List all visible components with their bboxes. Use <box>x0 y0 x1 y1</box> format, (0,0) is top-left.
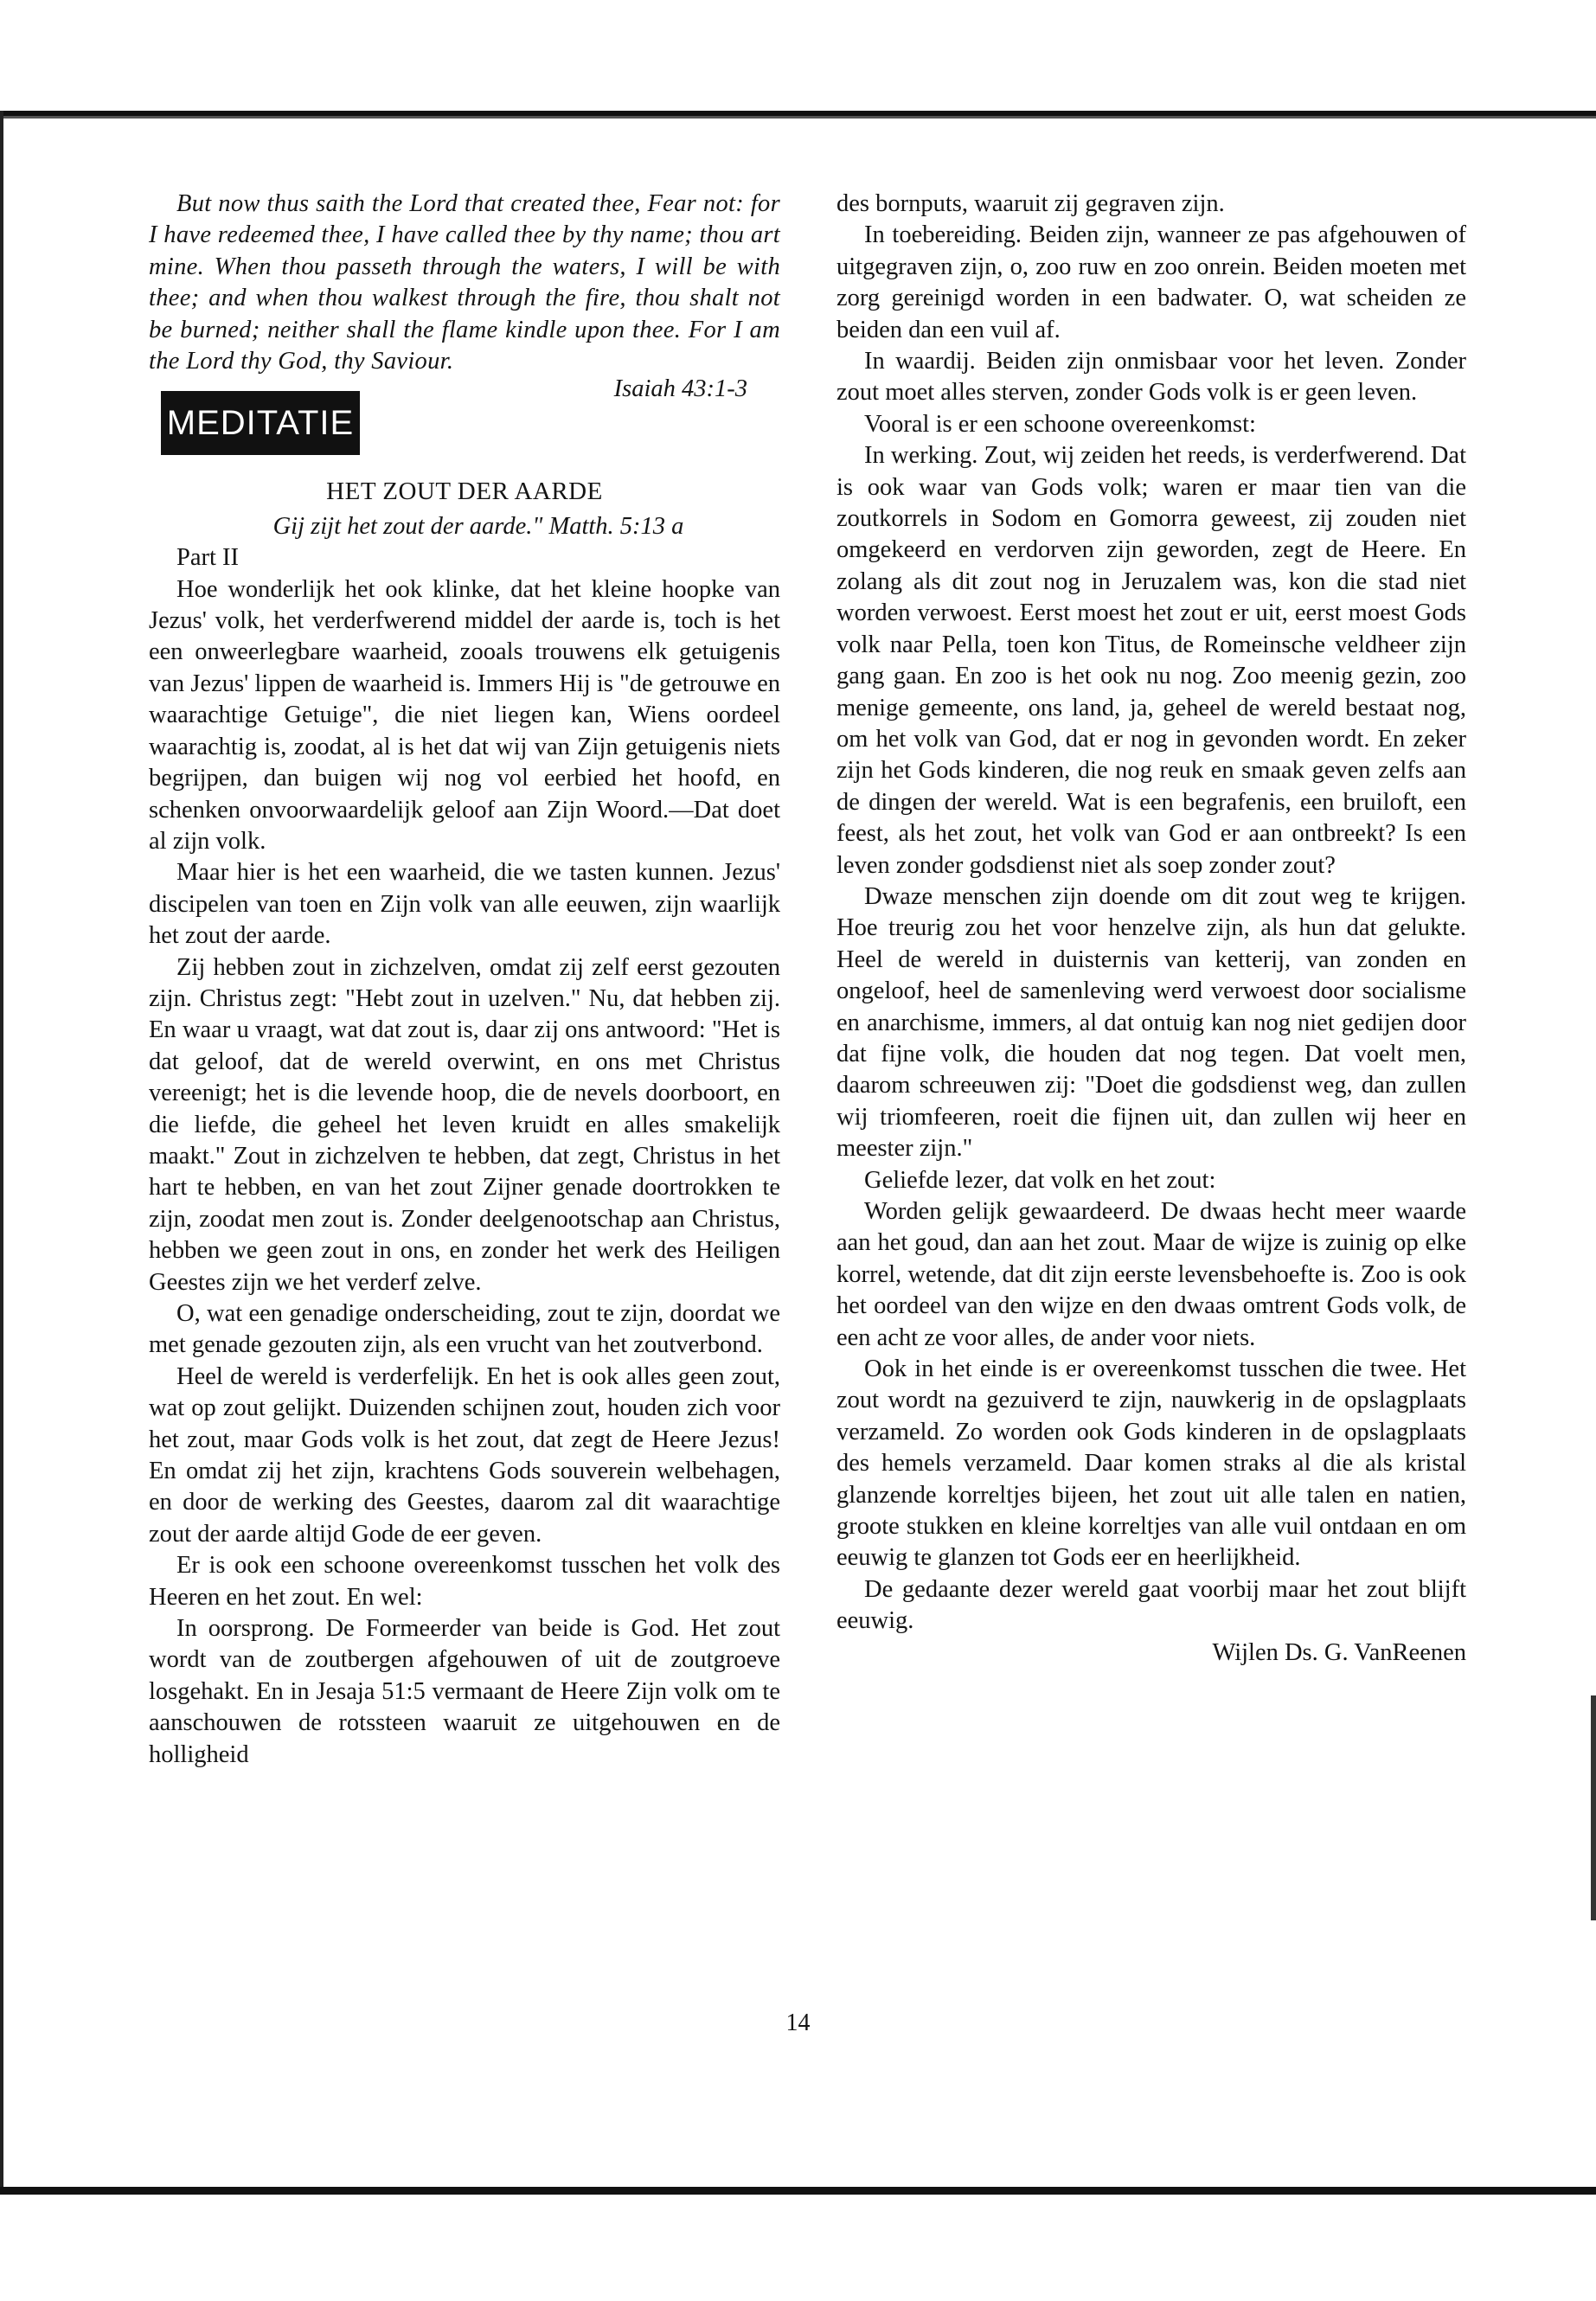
scan-border-left <box>0 111 3 2195</box>
paragraph: Heel de wereld is verderfelijk. En het is ook alles geen zout, wat op zout gelijkt. Duizenden schijnen zout, houden zich voor het zout, maar Gods volk is het zout, dat zegt de Heere Jezus! En omdat zij het zijn, krachtens Gods souverein welbehagen, en door de werking des Geestes, daarom zal dit waarachtige zout der aarde altijd Gode de eer geven. <box>149 1362 780 1548</box>
paragraph: Zij hebben zout in zichzelven, omdat zij zelf eerst gezouten zijn. Christus zegt: "Hebt zout in uzelven." Nu, dat hebben zij. En waar u vraagt, wat dat zout is, daar zij ons antwoord: "Het is dat geloof, dat de wereld overwint, en ons met Christus vereenigt; het is die levende hoop, die de nevels doorboort, en die liefde, die geheel het leven kruidt en alles smakelijk maakt." Zout in zichzelven te hebben, dat zegt, Christus in het hart te hebben, en van het zout Zijner genade doortrokken te zijn, zoodat men zout is. Zonder deelgenootschap aan Christus, hebben we geen zout in ons, en zonder het werk des Heiligen Geestes zijn we het verderf zelve. <box>149 953 780 1296</box>
left-column <box>149 189 780 1771</box>
paragraph: Worden gelijk gewaardeerd. De dwaas hecht meer waarde aan het goud, dan aan het zout. Maar de wijze is zuinig op elke korrel, wetende, dat dit zijn eerste levensbehoefte is. Zoo is ook het oordeel van den wijze en den dwaas omtrent Gods volk, de een acht ze voor alles, de ander voor niets. <box>836 1198 1466 1351</box>
article-title: HET ZOUT DER AARDE <box>326 478 603 506</box>
paragraph: In werking. Zout, wij zeiden het reeds, is verderfwerend. Dat is ook waar van Gods volk; waren er maar tien van die zoutkorrels in Sodom en Gomorra geweest, zij zouden niet omgekeerd en verdorven zijn geworden, zegt de Heere. En zolang als dit zout nog in Jeruzalem was, kon die stad niet worden verwoest. Eerst moest het zout er uit, eerst moest Gods volk naar Pella, toen kon Titus, de Romeinsche veldheer zijn gang gaan. En zoo is het ook nu nog. Zoo meenig gezin, zoo menige gemeente, ons land, ja, geheel de wereld bestaat nog, om het volk van God, dat er nog in gevonden wordt. En zeker zijn het Gods kinderen, die nog reuk en smaak geven zelfs aan de dingen der wereld. Wat is een begrafenis, een bruiloft, een feest, als het zout, het volk van God er aan ontbreekt? Is een leven zonder godsdienst niet als soep zonder zout? <box>836 442 1466 879</box>
paragraph: Er is ook een schoone overeenkomst tusschen het volk des Heeren en het zout. En wel: <box>149 1552 780 1611</box>
scan-edge-right <box>1591 1695 1596 1920</box>
meditatie-badge: MEDITATIE <box>161 391 360 455</box>
paragraph: De gedaante dezer wereld gaat voorbij maar het zout blijft eeuwig. <box>836 1575 1466 1635</box>
paragraph: O, wat een genadige onderscheiding, zout te zijn, doordat we met genade gezouten zijn, als een vrucht van het zoutverbond. <box>149 1300 780 1359</box>
paragraph: Hoe wonderlijk het ook klinke, dat het kleine hoopke van Jezus' volk, het verderfwerend middel der aarde is, toch is het een onweerlegbare waarheid, zooals trouwens elk getuigenis van Jezus' lippen de waarheid is. Immers Hij is "de getrouwe en waarachtige Getuige", die niet liegen kan, Wiens oordeel waarachtig is, zoodat, al is het dat wij van Zijn getuigenis niets begrijpen, dan buigen wij nog vol eerbied het hoofd, en schenken onvoorwaardelijk geloof aan Zijn Woord.—Dat doet al zijn volk. <box>149 575 780 855</box>
paragraph: In toebereiding. Beiden zijn, wanneer ze pas afgehouwen of uitgegraven zijn, o, zoo ruw en zoo onrein. Beiden moeten met zorg gereinigd worden in een badwater. O, wat scheiden ze beiden dan een vuil af. <box>836 221 1466 343</box>
paragraph: Maar hier is het een waarheid, die we tasten kunnen. Jezus' discipelen van toen en Zijn volk van alle eeuwen, zijn waarlijk het zout der aarde. <box>149 859 780 950</box>
paragraph: Ook in het einde is er overeenkomst tusschen die twee. Het zout wordt na gezuiverd te zijn, nauwkerig in de opslagplaats verzameld. Zo worden ook Gods kinderen in de opslagplaats des hemels verzameld. Daar komen straks al die als kristal glanzende korreltjes bijeen, het zout uit alle talen en natien, groote stukken en kleine korreltjes van alle vuil ontdaan en om eeuwig te glanzen tot Gods eer en heerlijkheid. <box>836 1356 1466 1572</box>
paragraph: Geliefde lezer, dat volk en het zout: <box>864 1166 1216 1194</box>
paragraph: In waardij. Beiden zijn onmisbaar voor het leven. Zonder zout moet alles sterven, zonder Gods volk is er geen leven. <box>836 348 1466 407</box>
part-label: Part II <box>176 544 240 572</box>
scan-border-top-inner <box>0 116 1596 119</box>
scripture-reference: Isaiah 43:1-3 <box>613 375 747 403</box>
paragraph: Dwaze menschen zijn doende om dit zout weg te krijgen. Hoe treurig zou het voor henzelve zijn, als hun dat gelukte. Heel de wereld in duisternis van ketterij, van zonden en ongeloof, heel de samenleving werd verwoest door socialisme en anarchisme, immers, al dat ontuig kan nog niet gedijen door dat fijne volk, die houden dat nog tegen. Dat voelt men, daarom schreeuwen zij: "Doet die godsdienst weg, dan zullen wij triomfeeren, roeit die fijnen uit, dan zullen wij heer en meester zijn." <box>836 882 1466 1163</box>
page-number: 14 <box>785 2009 811 2036</box>
paragraph: In oorsprong. De Formeerder van beide is God. Het zout wordt van de zoutbergen afgehouwen of uit de zoutgroeve losgehakt. En in Jesaja 51:5 vermaant de Heere Zijn volk om te aanschouwen de rotssteen waaruit ze uitgehouwen en de holligheid <box>149 1615 780 1768</box>
paragraph: Vooral is er een schoone overeenkomst: <box>864 410 1256 438</box>
article-text-line: Gij zijt het zout der aarde." Matth. 5:13 a <box>272 512 684 540</box>
scan-border-bottom <box>0 2187 1596 2195</box>
scripture-quote: But now thus saith the Lord that created thee, Fear not: for I have redeemed thee, I have called thee by thy name; thou art mine. When thou passeth through the waters, I will be with thee; and when thou walkest through the fire, thou shalt not be burned; neither shall the flame kindle upon thee. For I am the Lord thy God, thy Saviour. <box>149 190 780 375</box>
badge-reference-row <box>149 377 780 464</box>
author-signature: Wijlen Ds. G. VanReenen <box>1212 1638 1466 1666</box>
right-column <box>836 189 1466 1669</box>
paragraph: des bornputs, waaruit zij gegraven zijn. <box>836 190 1225 217</box>
